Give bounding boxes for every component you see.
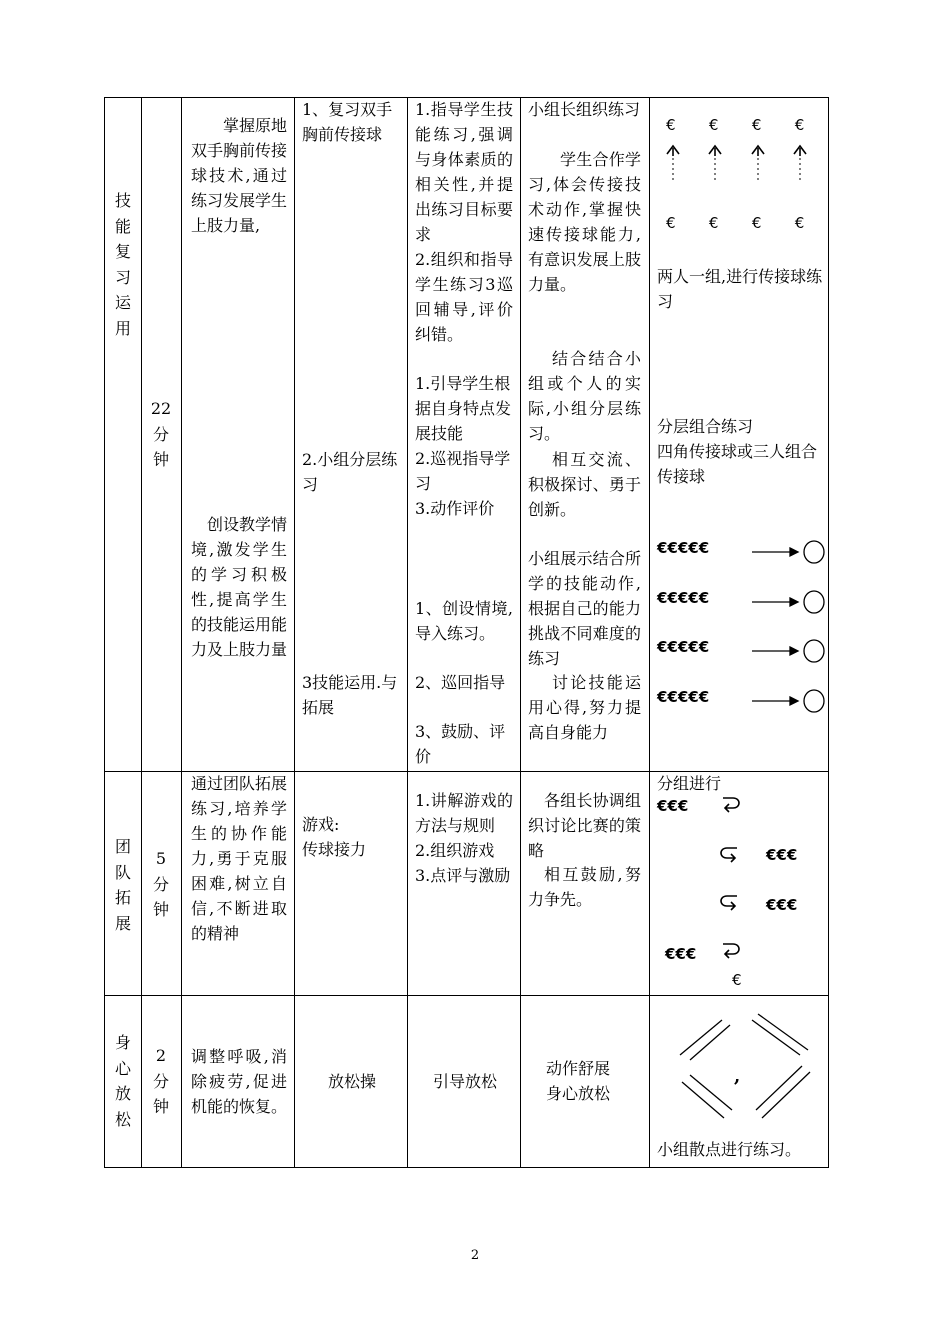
student-text: 小组展示结合所学的技能动作,根据自己的能力挑战不同难度的练习: [528, 549, 641, 668]
target-circle-icon: [804, 690, 824, 712]
content-text: 1、复习双手胸前传接球: [302, 100, 393, 144]
target-circle-icon: [804, 541, 824, 563]
student-text: 小组长组织练习: [528, 100, 641, 119]
player-group: €€€€€: [657, 589, 710, 607]
column-divider: [649, 98, 650, 1167]
player-row: € € € €: [666, 116, 805, 134]
student-text: 相互交流、积极探讨、勇于创新。: [528, 450, 641, 519]
target-arrows-diagram: [750, 536, 830, 716]
column-divider: [141, 98, 142, 1167]
arrow-right-icon: [790, 598, 798, 606]
content-text: 放松操: [327, 1072, 376, 1091]
teacher-text: 3、鼓励、评价: [415, 722, 506, 766]
section-name: 技能复习运用: [114, 191, 131, 338]
arrow-right-icon: [790, 647, 798, 655]
section-name: 身心放松: [114, 1033, 131, 1129]
goal-text: 创设教学情境,激发学生的学习积极性,提高学生的技能运用能力及上肢力量: [191, 515, 288, 659]
turn-left-icon: [721, 848, 737, 862]
turn-left-icon: [721, 896, 737, 910]
player-group: €€€: [657, 797, 689, 815]
content-text: 游戏: 传球接力: [302, 815, 367, 859]
center-mark: ,: [734, 1066, 741, 1087]
student-text: 相互鼓励,努力争先。: [528, 865, 641, 909]
arrow-right-icon: [790, 697, 798, 705]
player-group: €€€: [766, 896, 798, 914]
target-circle-icon: [804, 640, 824, 662]
goal-text: 掌握原地双手胸前传接球技术,通过练习发展学生上肢力量,: [191, 116, 288, 235]
relay-turn-arrows: [715, 792, 755, 967]
page-number: 2: [470, 1248, 480, 1263]
org-caption: 分组进行: [657, 774, 722, 793]
org-caption: 小组散点进行练习。: [657, 1140, 802, 1159]
column-divider: [181, 98, 182, 1167]
column-divider: [407, 98, 408, 1167]
player-group: €€€: [665, 945, 697, 963]
student-text: 学生合作学习,体会传接技术动作,掌握快速传接球能力,有意识发展上肢力量。: [528, 150, 641, 294]
column-divider: [520, 98, 521, 1167]
teacher-text: 1、创设情境,导入练习。: [415, 599, 513, 643]
content-text: 2.小组分层练习: [302, 450, 398, 494]
teacher-text: 引导放松: [432, 1072, 497, 1091]
pass-arrows-diagram: [660, 140, 820, 190]
teacher-text: 1.指导学生技能练习,强调与身体素质的相关性,并提出练习目标要求 2.组织和指导学生练习3巡回辅导,评价纠错。: [415, 100, 513, 344]
section-time: 2 分 钟: [152, 1046, 169, 1116]
target-circle-icon: [804, 591, 824, 613]
student-text: 讨论技能运用心得,努力提高自身能力: [528, 673, 641, 742]
player-group: €€€€€: [657, 539, 710, 557]
turn-right-icon: [723, 798, 739, 812]
goal-text: 调整呼吸,消除疲劳,促进机能的恢复。: [191, 1047, 288, 1116]
player-single: €: [732, 971, 742, 989]
student-text: 结合结合小组或个人的实际,小组分层练习。: [528, 349, 641, 443]
org-caption: 分层组合练习 四角传接球或三人组合传接球: [657, 417, 818, 486]
goal-text: 通过团队拓展练习,培养学生的协作能力,勇于克服困难,树立自信,不断进取的精神: [191, 774, 288, 943]
section-time: 5 分 钟: [152, 849, 169, 919]
player-row: € € € €: [666, 214, 805, 232]
player-group: €€€€€: [657, 638, 710, 656]
player-group: €€€: [766, 846, 798, 864]
arrow-right-icon: [790, 548, 798, 556]
column-divider: [294, 98, 295, 1167]
org-caption: 两人一组,进行传接球练习: [657, 267, 823, 311]
teacher-text: 2、巡回指导: [415, 673, 506, 692]
teacher-text: 1.讲解游戏的方法与规则 2.组织游戏 3.点评与激励: [415, 791, 513, 885]
student-text: 动作舒展 身心放松: [545, 1059, 610, 1103]
player-group: €€€€€: [657, 688, 710, 706]
teacher-text: 1.引导学生根据自身特点发展技能 2.巡视指导学习 3.动作评价: [415, 374, 512, 518]
turn-right-icon: [723, 944, 739, 958]
section-name: 团队拓展: [114, 837, 131, 933]
row-divider: [105, 995, 828, 996]
student-text: 各组长协调组织讨论比赛的策略: [528, 791, 641, 860]
section-time: 22 分 钟: [150, 399, 172, 469]
content-text: 3技能运用.与拓展: [302, 673, 398, 717]
